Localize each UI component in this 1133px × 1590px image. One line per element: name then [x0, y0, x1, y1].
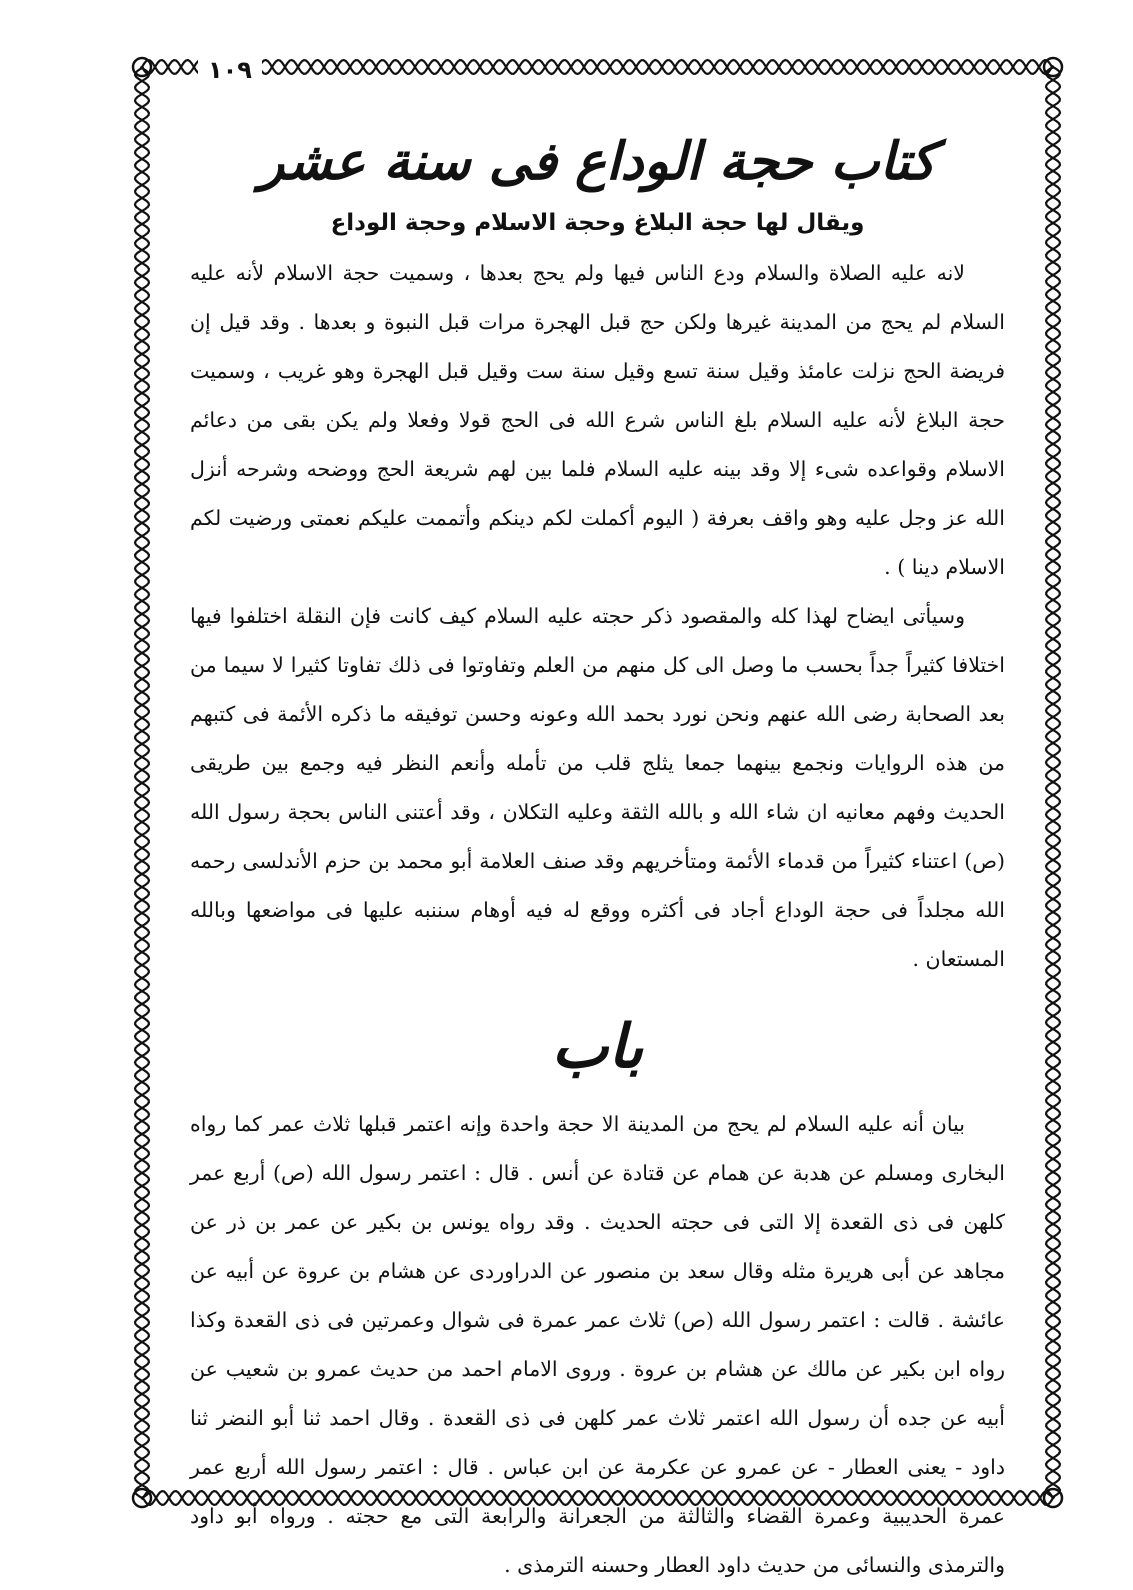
chapter-subtitle: ويقال لها حجة البلاغ وحجة الاسلام وحجة الوداع	[330, 210, 865, 236]
page-content	[190, 115, 1005, 1577]
border-right-strand-2	[1046, 67, 1060, 1498]
border-left-strand-2	[135, 67, 149, 1498]
page-frame	[130, 55, 1065, 1577]
border-top-strand-2	[142, 60, 1053, 74]
page-number: ١٠٩	[198, 57, 262, 83]
section-paragraph: بيان أنه عليه السلام لم يحج من المدينة الا حجة واحدة وإنه اعتمر قبلها ثلاث عمر كما رواه البخارى ومسلم عن هدبة عن همام عن قتادة عن أنس . قال : اعتمر رسول الله (ص) أربع عمر كلهن فى ذى القعدة إلا التى فى حجته الحديث . وقد رواه يونس بن بكير عن عمر بن ذر عن مجاهد عن أبى هريرة مثله وقال سعد بن منصور عن الدراوردى عن هشام بن عروة عن أبيه عن عائشة . قالت : اعتمر رسول الله (ص) ثلاث عمر عمرة فى شوال وعمرتين فى ذى القعدة وكذا رواه ابن بكير عن مالك عن هشام بن عروة . وروى الامام احمد من حديث عمرو بن شعيب عن أبيه عن جده أن رسول الله اعتمر ثلاث عمر كلهن فى ذى القعدة . وقال احمد ثنا أبو النضر ثنا داود - يعنى العطار - عن عمرو عن عكرمة عن ابن عباس . قال : اعتمر رسول الله أربع عمر عمرة الحديبية وعمرة القضاء والثالثة من الجعرانة والرابعة التى مع حجته . ورواه أبو داود والترمذى والنسائى من حديث داود العطار وحسنه الترمذى .	[190, 1112, 1005, 1577]
chapter-title: كتاب حجة الوداع فى سنة عشر	[259, 131, 936, 192]
section-heading: باب	[551, 1012, 644, 1082]
paragraph-2: وسيأتى ايضاح لهذا كله والمقصود ذكر حجته عليه السلام كيف كانت فإن النقلة اختلفوا فيها اختلافا كثيراً جداً بحسب ما وصل الى كل منهم من العلم وتفاوتوا فى ذلك تفاوتا كثيرا لا سيما من بعد الصحابة رضى الله عنهم ونحن نورد بحمد الله وعونه وحسن توفيقه ما ذكره الأئمة فى كتبهم من هذه الروايات ونجمع بينهما جمعا يثلج قلب من تأمله وأنعم النظر فيه وجمع بين طريقى الحديث وفهم معانيه ان شاء الله و بالله الثقة وعليه التكلان ، وقد أعتنى الناس بحجة رسول الله (ص) اعتناء كثيراً من قدماء الأئمة ومتأخريهم وقد صنف العلامة أبو محمد بن حزم الأندلسى رحمه الله مجلداً فى حجة الوداع أجاد فى أكثره ووقع له فيه أوهام سننبه عليها فى مواضعها وبالله المستعان .	[190, 604, 1005, 971]
paragraph-1: لانه عليه الصلاة والسلام ودع الناس فيها ولم يحج بعدها ، وسميت حجة الاسلام لأنه عليه السلام لم يحج من المدينة غيرها ولكن حج قبل الهجرة مرات قبل النبوة و بعدها . وقد قيل إن فريضة الحج نزلت عامئذ وقيل سنة تسع وقيل سنة ست وقيل قبل الهجرة وهو غريب ، وسميت حجة البلاغ لأنه عليه السلام بلغ الناس شرع الله فى الحج قولا وفعلا ولم يكن بقى من دعائم الاسلام وقواعده شىء إلا وقد بينه عليه السلام فلما بين لهم شريعة الحج ووضحه وشرحه أنزل الله عز وجل عليه وهو واقف بعرفة ( اليوم أكملت لكم دينكم وأتممت عليكم نعمتى ورضيت لكم الاسلام دينا ) .	[190, 261, 1005, 579]
